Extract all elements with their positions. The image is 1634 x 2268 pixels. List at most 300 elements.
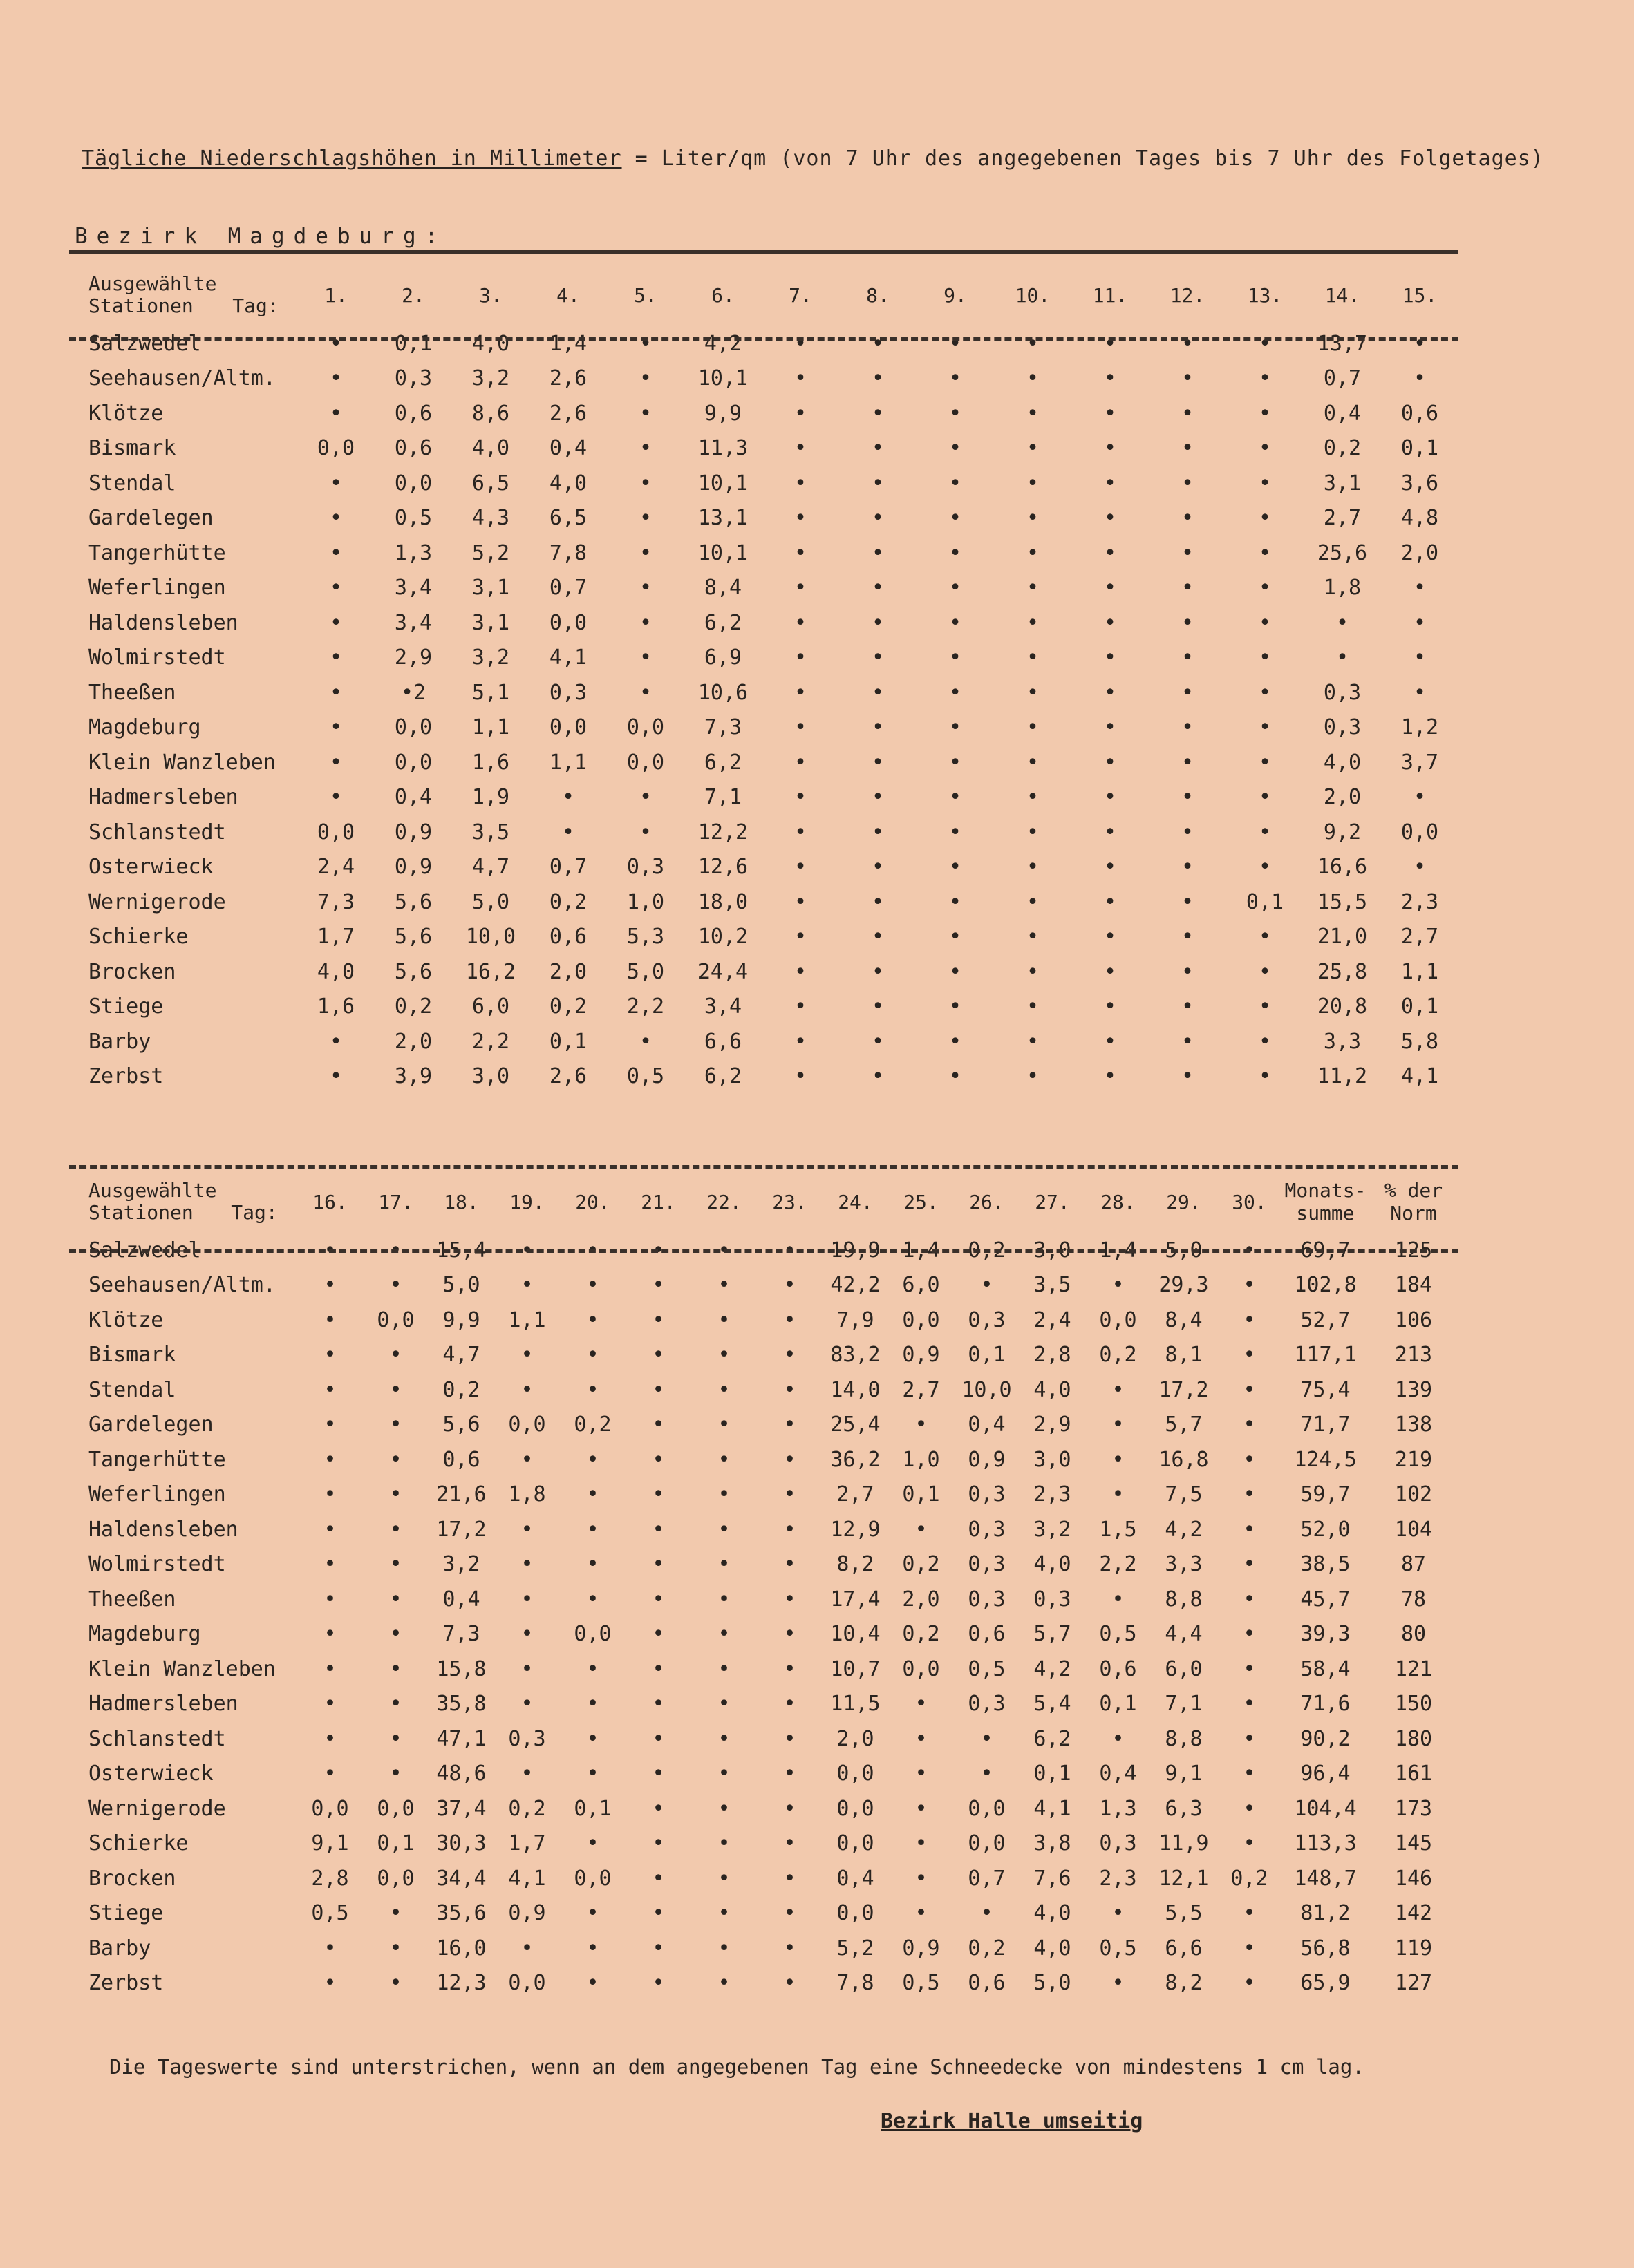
daily-value: • [783,1761,796,1786]
daily-value: • [948,994,962,1019]
monthly-sum: 56,8 [1300,1936,1351,1960]
table1-day-header: 9. [943,283,967,307]
station-name: Salzwedel [88,331,201,356]
daily-value: • [389,1587,402,1612]
daily-value: 9,1 [1165,1761,1203,1786]
daily-value: • [1026,785,1040,810]
daily-value: • [1243,1343,1256,1368]
daily-value: 1,4 [902,1238,940,1263]
daily-value: 6,5 [549,506,588,531]
daily-value: • [793,401,807,426]
daily-value: 4,1 [1400,1064,1439,1089]
daily-value: • [1181,436,1194,461]
daily-value: • [914,1796,928,1821]
daily-value: 1,7 [317,925,355,949]
daily-value: • [1243,1796,1256,1821]
daily-value: 12,6 [697,855,749,880]
daily-value: 0,4 [968,1412,1006,1437]
daily-value: 1,6 [471,750,510,775]
daily-value: • [639,331,652,356]
monthly-sum: 59,7 [1300,1482,1351,1507]
daily-value: • [389,1343,402,1368]
daily-value: 3,5 [471,820,510,844]
daily-value: • [1026,994,1040,1019]
daily-value: 0,3 [394,366,433,391]
precip-table-days-16-30 [69,1171,1458,2001]
daily-value: • [793,715,807,740]
percent-of-norm: 104 [1394,1517,1433,1542]
daily-value: • [793,366,807,391]
daily-value: • [1181,750,1194,775]
daily-value: 14,0 [830,1377,881,1402]
station-name: Bismark [88,1343,176,1368]
daily-value: 4,2 [704,331,742,356]
station-name: Schlanstedt [88,820,226,844]
station-name: Stiege [88,1901,164,1926]
daily-value: • [1103,401,1117,426]
daily-value: • [561,785,575,810]
daily-value: • [1026,540,1040,565]
daily-value: 2,6 [549,401,588,426]
station-name: Zerbst [88,1064,164,1089]
daily-value: 6,2 [1033,1726,1071,1751]
daily-value: • [1026,1029,1040,1054]
daily-value: 25,8 [1317,959,1368,984]
daily-value: • [717,1587,731,1612]
daily-value: • [586,1482,599,1507]
station-name: Magdeburg [88,1622,201,1647]
daily-value: 0,0 [394,715,433,740]
daily-value: • [1181,610,1194,635]
daily-value: 35,6 [436,1901,487,1926]
daily-value: • [1181,366,1194,391]
monthly-sum: 69,7 [1300,1238,1351,1263]
daily-value: • [1026,715,1040,740]
daily-value: 2,2 [626,994,665,1019]
daily-value: • [520,1238,534,1263]
daily-value: • [586,1377,599,1402]
daily-value: 3,2 [471,645,510,670]
daily-value: 12,2 [697,820,749,844]
percent-of-norm: 219 [1394,1447,1433,1472]
daily-value: 6,0 [1165,1656,1203,1681]
table-row [69,536,1458,571]
daily-value: 0,4 [1323,401,1362,426]
monthly-sum: 148,7 [1294,1866,1357,1891]
daily-value: 11,3 [697,436,749,461]
daily-value: • [783,1552,796,1577]
daily-value: • [1258,785,1272,810]
daily-value: 9,2 [1323,820,1362,844]
table-row [69,396,1458,431]
daily-value: 1,2 [1400,715,1439,740]
daily-value: • [520,1447,534,1472]
table2-header-row [69,1171,1458,1233]
station-name: Barby [88,1936,151,1960]
daily-value: 9,9 [442,1307,480,1332]
daily-value: • [323,1343,337,1368]
daily-value: 21,6 [436,1482,487,1507]
daily-value: 3,2 [471,366,510,391]
daily-value: 0,1 [1400,436,1439,461]
daily-value: • [1243,1971,1256,1996]
table1-day-header: 5. [634,283,657,307]
daily-value: 1,6 [317,994,355,1019]
daily-value: 1,4 [549,331,588,356]
daily-value: • [329,576,343,601]
station-name: Weferlingen [88,1482,226,1507]
daily-value: • [389,1726,402,1751]
daily-value: 4,1 [549,645,588,670]
daily-value: • [389,1517,402,1542]
daily-value: • [1243,1936,1256,1960]
title-underlined: Tägliche Niederschlagshöhen in Millimeter [82,147,622,171]
daily-value: • [1258,715,1272,740]
daily-value: • [914,1726,928,1751]
daily-value: • [871,889,885,914]
monthly-sum-header-line2: summe [1296,1202,1355,1225]
monthly-sum: 45,7 [1300,1587,1351,1612]
daily-value: 0,4 [442,1587,480,1612]
daily-value: • [329,645,343,670]
daily-value: • [914,1517,928,1542]
daily-value: • [1413,645,1427,670]
daily-value: 8,4 [1165,1307,1203,1332]
daily-value: 2,3 [1400,889,1439,914]
daily-value: 0,5 [394,506,433,531]
daily-value: 10,2 [697,925,749,949]
daily-value: • [717,1726,731,1751]
table-row [69,466,1458,501]
monthly-sum: 58,4 [1300,1656,1351,1681]
daily-value: • [717,1447,731,1472]
daily-value: • [586,1726,599,1751]
daily-value: 2,9 [1033,1412,1071,1437]
daily-value: 1,9 [471,785,510,810]
percent-of-norm: 173 [1394,1796,1433,1821]
daily-value: 0,1 [394,331,433,356]
daily-value: 0,0 [626,715,665,740]
daily-value: • [652,1377,665,1402]
daily-value: • [1026,925,1040,949]
daily-value: • [1243,1761,1256,1786]
daily-value: • [1026,889,1040,914]
daily-value: 0,6 [968,1622,1006,1647]
daily-value: 6,2 [704,610,742,635]
daily-value: • [1181,680,1194,705]
daily-value: 2,8 [311,1866,349,1891]
daily-value: 6,2 [704,1064,742,1089]
table2-body [69,1233,1458,2001]
daily-value: 0,0 [836,1796,874,1821]
daily-value: • [652,1692,665,1717]
percent-of-norm: 139 [1394,1377,1433,1402]
daily-value: 5,0 [626,959,665,984]
daily-value: • [1243,1656,1256,1681]
daily-value: 0,7 [549,855,588,880]
daily-value: • [652,1796,665,1821]
daily-value: • [652,1656,665,1681]
daily-value: 0,4 [1099,1761,1137,1786]
daily-value: • [1026,610,1040,635]
daily-value: • [793,855,807,880]
monthly-sum: 124,5 [1294,1447,1357,1472]
daily-value: • [717,1866,731,1891]
daily-value: • [1103,645,1117,670]
table-row [69,1652,1458,1687]
daily-value: 10,0 [465,925,516,949]
daily-value: • [1111,1273,1125,1298]
percent-of-norm: 184 [1394,1273,1433,1298]
daily-value: • [1026,680,1040,705]
daily-value: • [389,1552,402,1577]
daily-value: • [1258,750,1272,775]
daily-value: • [520,1622,534,1647]
daily-value: • [586,1936,599,1960]
daily-value: • [586,1343,599,1368]
daily-value: • [793,959,807,984]
daily-value: 2,9 [394,645,433,670]
daily-value: 11,2 [1317,1064,1368,1089]
daily-value: 0,2 [549,994,588,1019]
daily-value: • [783,1901,796,1926]
daily-value: • [980,1901,993,1926]
daily-value: • [520,1587,534,1612]
daily-value: • [323,1552,337,1577]
daily-value: 18,0 [697,889,749,914]
daily-value: • [1103,506,1117,531]
daily-value: • [1258,645,1272,670]
daily-value: • [1103,994,1117,1019]
daily-value: • [652,1517,665,1542]
daily-value: 2,4 [317,855,355,880]
daily-value: • [329,471,343,495]
daily-value: 8,8 [1165,1726,1203,1751]
daily-value: 4,0 [1033,1552,1071,1577]
table1-day-header: 10. [1015,283,1051,307]
daily-value: 2,0 [549,959,588,984]
daily-value: 3,3 [1165,1552,1203,1577]
daily-value: 0,1 [1099,1692,1137,1717]
daily-value: • [783,1377,796,1402]
daily-value: • [389,1692,402,1717]
daily-value: 0,6 [394,436,433,461]
daily-value: • [948,959,962,984]
table-row [69,1582,1458,1617]
table-row [69,1303,1458,1338]
daily-value: • [948,331,962,356]
station-name: Theeßen [88,1587,176,1612]
table-row [69,1826,1458,1862]
table1-day-header: 12. [1170,283,1205,307]
monthly-sum: 65,9 [1300,1971,1351,1996]
daily-value: • [717,1936,731,1960]
daily-value: • [323,1482,337,1507]
daily-value: 16,6 [1317,855,1368,880]
station-name: Weferlingen [88,576,226,601]
daily-value: • [948,366,962,391]
daily-value: • [871,1029,885,1054]
daily-value: 10,1 [697,366,749,391]
daily-value: 1,3 [394,540,433,565]
daily-value: 1,7 [508,1831,546,1856]
daily-value: • [1181,715,1194,740]
table2-day-header: 25. [903,1190,939,1213]
daily-value: • [323,1726,337,1751]
daily-value: 37,4 [436,1796,487,1821]
daily-value: • [871,540,885,565]
daily-value: 30,3 [436,1831,487,1856]
daily-value: • [639,610,652,635]
daily-value: 5,4 [1033,1692,1071,1717]
daily-value: • [717,1517,731,1542]
daily-value: • [1243,1482,1256,1507]
table-row [69,431,1458,466]
daily-value: 3,1 [1323,471,1362,495]
table1-day-header: 15. [1402,283,1438,307]
daily-value: 0,6 [549,925,588,949]
table1-day-header: 3. [479,283,503,307]
daily-value: 34,4 [436,1866,487,1891]
daily-value: • [1258,680,1272,705]
daily-value: • [1181,401,1194,426]
daily-value: • [1243,1377,1256,1402]
daily-value: 0,5 [311,1901,349,1926]
daily-value: 0,1 [1246,889,1284,914]
daily-value: • [717,1552,731,1577]
table-row [69,675,1458,710]
daily-value: • [639,366,652,391]
daily-value: • [717,1273,731,1298]
daily-value: • [1103,680,1117,705]
percent-of-norm: 213 [1394,1343,1433,1368]
daily-value: • [639,785,652,810]
daily-value: 5,0 [471,889,510,914]
table1-day-header: 7. [789,283,812,307]
table-row [69,1931,1458,1966]
daily-value: 5,6 [394,889,433,914]
daily-value: • [586,1656,599,1681]
station-name: Gardelegen [88,1412,214,1437]
daily-value: 6,2 [704,750,742,775]
daily-value: 1,0 [626,889,665,914]
daily-value: • [1103,331,1117,356]
daily-value: • [639,471,652,495]
daily-value: • [1243,1273,1256,1298]
daily-value: • [1258,576,1272,601]
daily-value: 0,5 [1099,1622,1137,1647]
station-name: Magdeburg [88,715,201,740]
station-name: Wernigerode [88,889,226,914]
daily-value: 0,6 [1099,1656,1137,1681]
daily-value: 25,6 [1317,540,1368,565]
daily-value: 1,1 [1400,959,1439,984]
daily-value: 4,1 [508,1866,546,1891]
daily-value: • [329,610,343,635]
table2-header-rule [69,1249,1458,1253]
daily-value: • [639,1029,652,1054]
table1-body [69,326,1458,1094]
daily-value: 7,8 [549,540,588,565]
daily-value: 3,1 [471,576,510,601]
daily-value: 5,7 [1165,1412,1203,1437]
daily-value: • [520,1343,534,1368]
daily-value: 2,7 [902,1377,940,1402]
station-name: Stendal [88,1377,176,1402]
station-name: Seehausen/Altm. [88,366,276,391]
daily-value: 10,1 [697,471,749,495]
station-name: Haldensleben [88,1517,238,1542]
daily-value: • [948,925,962,949]
daily-value: 9,1 [311,1831,349,1856]
daily-value: 3,4 [394,610,433,635]
daily-value: • [323,1692,337,1717]
station-name: Brocken [88,1866,176,1891]
percent-of-norm: 180 [1394,1726,1433,1751]
percent-of-norm: 121 [1394,1656,1433,1681]
percent-of-norm: 150 [1394,1692,1433,1717]
daily-value: 3,4 [704,994,742,1019]
daily-value: • [1103,785,1117,810]
daily-value: • [871,331,885,356]
daily-value: 7,1 [1165,1692,1203,1717]
daily-value: • [323,1936,337,1960]
daily-value: • [520,1517,534,1542]
daily-value: 4,0 [1323,750,1362,775]
table2-day-header: 28. [1100,1190,1136,1213]
table2-day-header: 16. [312,1190,348,1213]
daily-value: 0,1 [902,1482,940,1507]
table2-day-header: 30. [1232,1190,1267,1213]
daily-value: • [948,889,962,914]
table-row [69,990,1458,1025]
daily-value: • [948,645,962,670]
daily-value: 0,0 [377,1307,415,1332]
daily-value: • [1243,1587,1256,1612]
daily-value: • [389,1482,402,1507]
daily-value: 2,0 [836,1726,874,1751]
table1-day-header: 13. [1247,283,1283,307]
daily-value: 8,6 [471,401,510,426]
daily-value: • [871,645,885,670]
daily-value: 3,2 [1033,1517,1071,1542]
daily-value: • [1181,925,1194,949]
daily-value: 2,7 [836,1482,874,1507]
daily-value: 3,2 [442,1552,480,1577]
table1-header-rule [69,337,1458,341]
daily-value: • [914,1412,928,1437]
daily-value: • [389,1761,402,1786]
daily-value: 0,0 [508,1971,546,1996]
table-row [69,954,1458,990]
percent-of-norm: 80 [1400,1622,1427,1647]
monthly-sum: 75,4 [1300,1377,1351,1402]
daily-value: 5,8 [1400,1029,1439,1054]
percent-of-norm: 161 [1394,1761,1433,1786]
daily-value: 2,7 [1400,925,1439,949]
table-row [69,326,1458,361]
daily-value: • [717,1831,731,1856]
daily-value: • [783,1482,796,1507]
daily-value: • [1258,610,1272,635]
daily-value: 0,2 [1323,436,1362,461]
daily-value: • [1103,1064,1117,1089]
daily-value: • [323,1412,337,1437]
daily-value: 7,9 [836,1307,874,1332]
table1-header-row [69,264,1458,326]
daily-value: 0,2 [574,1412,612,1437]
daily-value: • [389,1622,402,1647]
